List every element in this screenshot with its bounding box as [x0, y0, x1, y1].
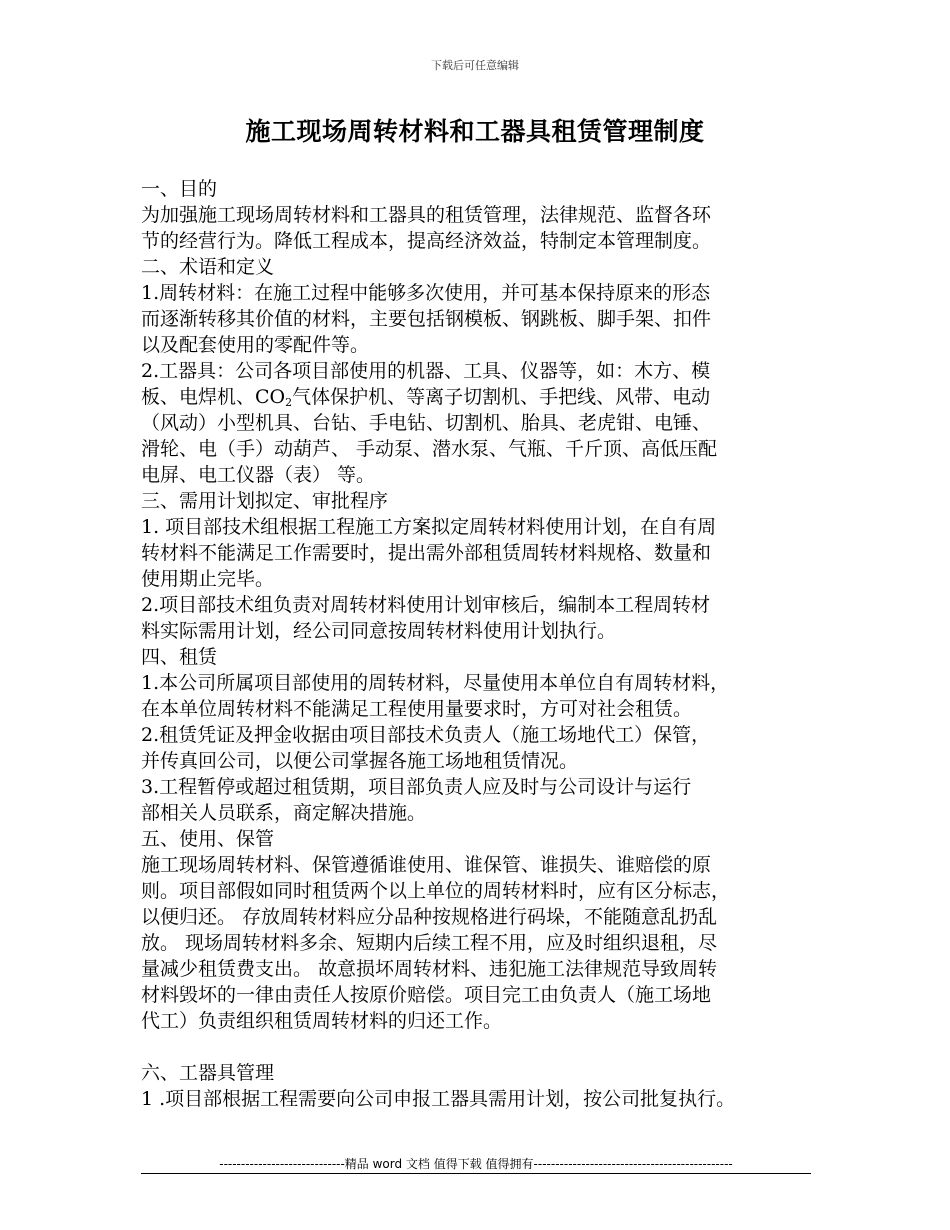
paragraph-line: 在本单位周转材料不能满足工程使用量要求时，方可对社会租赁。 [141, 698, 693, 720]
paragraph-line: 转材料不能满足工作需要时，提出需外部租赁周转材料规格、数量和 [141, 542, 712, 564]
section-heading: 二、术语和定义 [141, 256, 275, 278]
blank-line [141, 1034, 826, 1060]
paragraph-line: 1. 项目部技术组根据工程施工方案拟定周转材料使用计划，在自有周 [141, 516, 717, 538]
paragraph-line: 2.项目部技术组负责对周转材料使用计划审核后，编制本工程周转材 [141, 594, 711, 616]
paragraph-line: （风动）小型机具、台钻、手电钻、切割机、胎具、老虎钳、电锤、 [141, 412, 712, 434]
paragraph-line: 以便归还。 存放周转材料应分品种按规格进行码垛，不能随意乱扔乱 [141, 906, 718, 928]
document-title: 施工现场周转材料和工器具租赁管理制度 [245, 117, 705, 146]
section-heading: 六、工器具管理 [141, 1062, 275, 1084]
paragraph-line: 1.本公司所属项目部使用的周转材料，尽量使用本单位自有周转材料， [141, 672, 730, 694]
paragraph-line: 2.租赁凭证及押金收据由项目部技术负责人（施工场地代工）保管， [141, 724, 711, 746]
header-note: 下载后可任意编辑 [431, 59, 519, 72]
co2-subscript: 2 [285, 396, 293, 409]
footer-divider [141, 1173, 811, 1174]
paragraph-line: 电屏、电工仪器（表） 等。 [141, 464, 376, 486]
paragraph-line: 而逐渐转移其价值的材料，主要包括钢模板、钢跳板、脚手架、扣件 [141, 308, 712, 330]
section-heading: 四、租赁 [141, 646, 218, 668]
paragraph-line: 为加强施工现场周转材料和工器具的租赁管理，法律规范、监督各环 [141, 204, 712, 226]
section-heading: 三、需用计划拟定、审批程序 [141, 490, 389, 512]
paragraph-line: 3.工程暂停或超过租赁期，项目部负责人应及时与公司设计与运行 [141, 776, 692, 798]
document-body [141, 176, 826, 1112]
paragraph-line: 滑轮、电（手）动葫芦、 手动泵、潜水泵、气瓶、千斤顶、高低压配 [141, 438, 718, 460]
paragraph-line: 量减少租赁费支出。 故意损坏周转材料、违犯施工法律规范导致周转 [141, 958, 718, 980]
paragraph-line-co2 [141, 384, 826, 410]
co2-after: 气体保护机、等离子切割机、手把线、风带、电动 [292, 386, 711, 408]
paragraph-line: 施工现场周转材料、保管遵循谁使用、谁保管、谁损失、谁赔偿的原 [141, 854, 712, 876]
paragraph-line: 部相关人员联系，商定解决措施。 [141, 802, 427, 824]
paragraph-line: 材料毁坏的一律由责任人按原价赔偿。项目完工由负责人（施工场地 [141, 984, 712, 1006]
section-heading: 五、使用、保管 [141, 828, 275, 850]
section-heading: 一、目的 [141, 178, 218, 200]
footer-note: -----------------------------精品 word 文档 值得下载 值得拥有---------------------------------------------- [219, 1157, 733, 1171]
co2-before: 板、电焊机、CO [141, 386, 286, 408]
paragraph-line: 料实际需用计划，经公司同意按周转材料使用计划执行。 [141, 620, 617, 642]
paragraph-line: 1.周转材料：在施工过程中能够多次使用，并可基本保持原来的形态 [141, 282, 711, 304]
paragraph-line: 则。项目部假如同时租赁两个以上单位的周转材料时，应有区分标志， [141, 880, 731, 902]
paragraph-line: 1 .项目部根据工程需要向公司申报工器具需用计划，按公司批复执行。 [141, 1088, 736, 1110]
paragraph-line: 节的经营行为。降低工程成本，提高经济效益，特制定本管理制度。 [141, 230, 712, 252]
paragraph-line: 以及配套使用的零配件等。 [141, 334, 370, 356]
paragraph-line: 放。 现场周转材料多余、短期内后续工程不用，应及时组织退租，尽 [141, 932, 718, 954]
paragraph-line: 代工）负责组织租赁周转材料的归还工作。 [141, 1010, 503, 1032]
paragraph-line: 并传真回公司，以便公司掌握各施工场地租赁情况。 [141, 750, 579, 772]
paragraph-line: 使用期止完毕。 [141, 568, 275, 590]
paragraph-line: 2.工器具：公司各项目部使用的机器、工具、仪器等，如：木方、模 [141, 360, 711, 382]
